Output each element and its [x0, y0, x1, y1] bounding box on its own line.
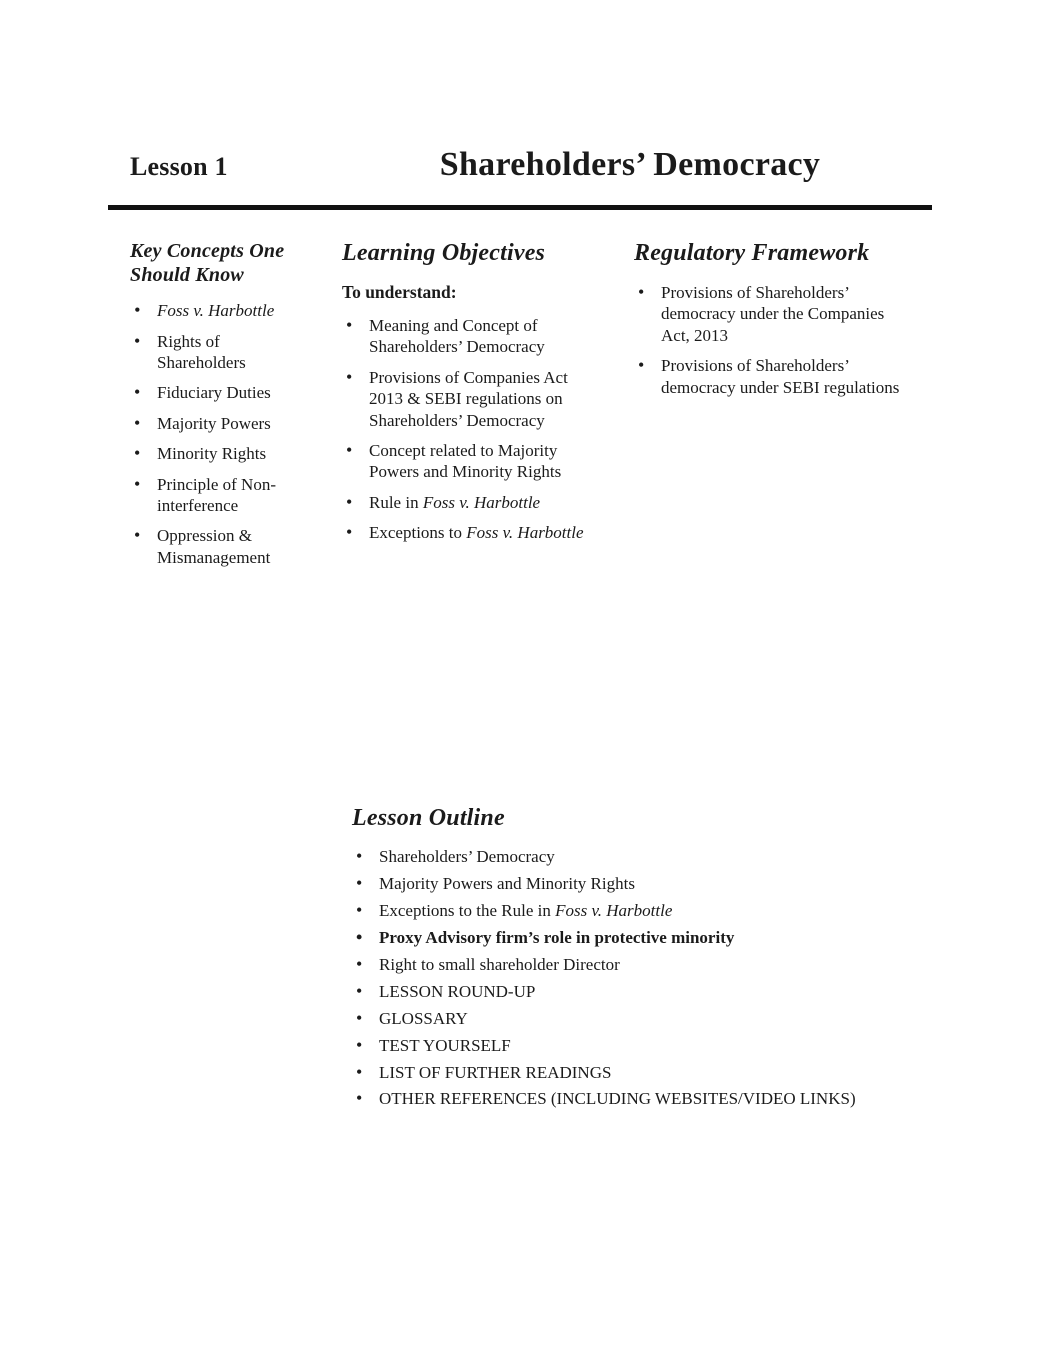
learning-objective-item-text: Exceptions to: [369, 523, 467, 543]
learning-objective-item: • Provisions of Companies Act 2013 & SEBI regulations on Shareholders’ Democracy: [346, 367, 600, 431]
lesson-outline-item: • TEST YOURSELF: [356, 1035, 930, 1056]
learning-objectives-heading: Learning Objectives: [342, 240, 546, 266]
learning-objective-item-case-citation: Foss v. Harbottle: [466, 523, 584, 543]
lesson-outline-item-case-citation: Foss v. Harbottle: [555, 901, 673, 921]
lesson-outline-item-text: Exceptions to the Rule in: [379, 901, 556, 921]
lesson-outline-item: • Right to small shareholder Director: [356, 954, 930, 975]
regulatory-framework-item: • Provisions of Shareholders’ democracy under the Companies Act, 2013: [638, 282, 912, 346]
lesson-outline-heading: Lesson Outline: [352, 805, 505, 832]
learning-objective-item: • Concept related to Majority Powers and Minority Rights: [346, 440, 600, 483]
key-concept-item: • Foss v. Harbottle: [134, 300, 300, 321]
key-concept-item: • Fiduciary Duties: [134, 382, 300, 403]
regulatory-framework-heading: Regulatory Framework: [634, 240, 870, 266]
learning-objectives-list: [342, 315, 600, 544]
page-title: Shareholders’ Democracy: [439, 146, 821, 183]
header-rule: [108, 205, 932, 210]
lesson-outline-item: • Majority Powers and Minority Rights: [356, 873, 930, 894]
learning-objective-item-text: Rule in: [369, 492, 423, 512]
learning-objectives-intro: To understand:: [342, 282, 457, 302]
key-concepts-section: [130, 240, 300, 577]
regulatory-framework-section: [634, 240, 912, 577]
key-concepts-heading: Key Concepts One Should Know: [130, 240, 285, 286]
summary-columns: [130, 240, 930, 577]
key-concept-item: • Majority Powers: [134, 413, 300, 434]
lesson-outline-item: • Shareholders’ Democracy: [356, 846, 930, 867]
key-concept-item: • Rights of Shareholders: [134, 331, 300, 374]
lesson-outline-item: • LIST OF FURTHER READINGS: [356, 1062, 930, 1083]
key-concepts-list: [130, 300, 300, 568]
lesson-outline-item: [356, 900, 930, 921]
lesson-outline-item: • Proxy Advisory firm’s role in protective minority: [356, 927, 930, 948]
lesson-outline-section: [352, 805, 930, 1110]
key-concept-item: • Minority Rights: [134, 443, 300, 464]
regulatory-framework-item: • Provisions of Shareholders’ democracy under SEBI regulations: [638, 355, 912, 398]
learning-objective-item: • Meaning and Concept of Shareholders’ Democracy: [346, 315, 600, 358]
lesson-outline-item: • GLOSSARY: [356, 1008, 930, 1029]
lesson-outline-list: [352, 846, 930, 1110]
key-concept-item: • Principle of Non-interference: [134, 474, 300, 517]
lesson-outline-item: • LESSON ROUND-UP: [356, 981, 930, 1002]
lesson-label: Lesson 1: [130, 152, 228, 181]
key-concept-item: • Oppression & Mismanagement: [134, 525, 300, 568]
learning-objective-item: [346, 492, 600, 513]
learning-objective-item: [346, 522, 600, 543]
lesson-outline-item: • OTHER REFERENCES (INCLUDING WEBSITES/VIDEO LINKS): [356, 1088, 930, 1109]
page-header: [130, 146, 930, 184]
learning-objectives-section: [342, 240, 600, 577]
regulatory-framework-list: [634, 282, 912, 398]
learning-objective-item-case-citation: Foss v. Harbottle: [422, 492, 541, 512]
